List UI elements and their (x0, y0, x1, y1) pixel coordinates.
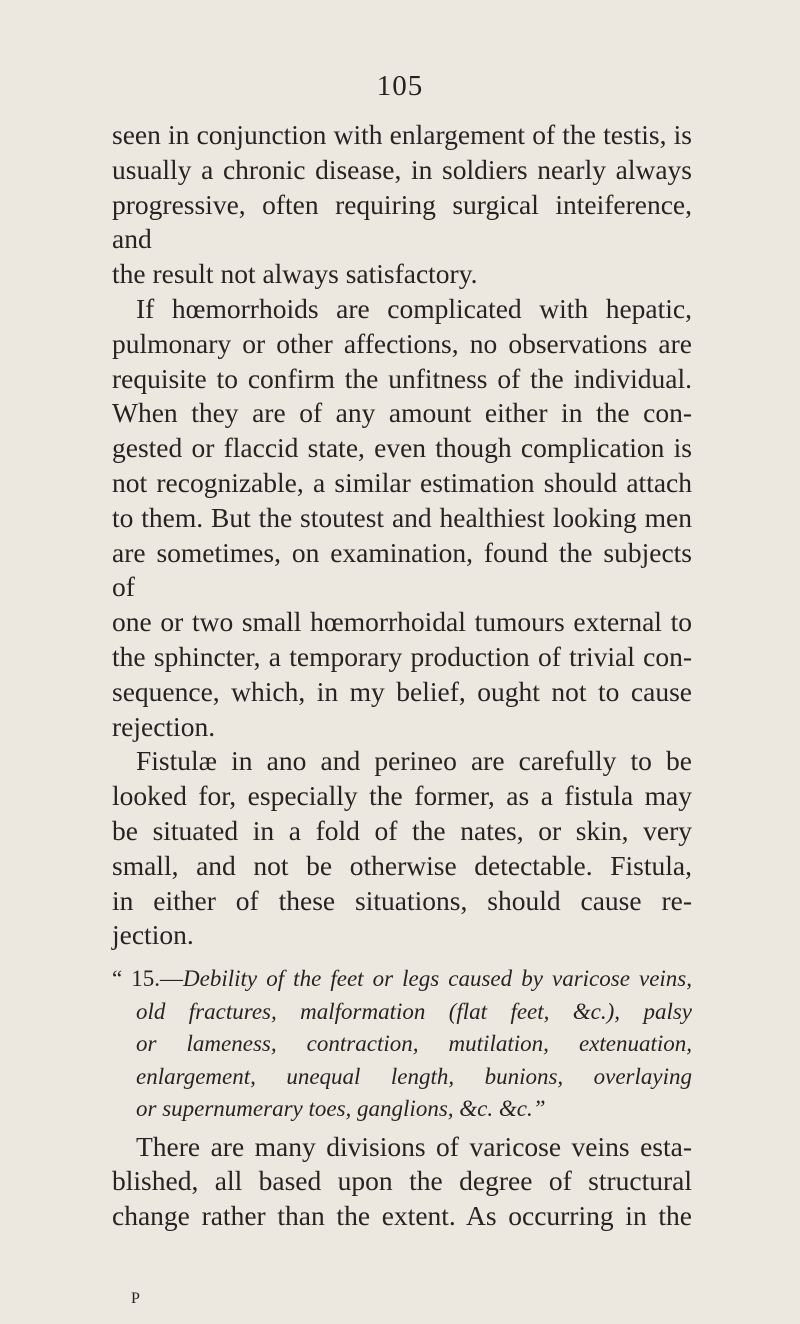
rule-line: old fractures, malformation (flat feet, &c.), palsy (136, 998, 692, 1024)
text-line: the sphincter, a temporary production of trivial con- (112, 640, 692, 672)
text-line: small, and not be otherwise detectable. Fistula, (112, 849, 692, 881)
signature-mark: P (131, 1290, 140, 1307)
quoted-rule (112, 963, 692, 1126)
text-line: requisite to confirm the unfitness of the individual. (112, 362, 692, 394)
text-line: be situated in a fold of the nates, or skin, very (112, 814, 692, 846)
paragraph (112, 1130, 692, 1234)
text-line: not recognizable, a similar estimation should attach (112, 466, 692, 498)
text-line: pulmonary or other affections, no observations are (112, 327, 692, 359)
text-line: blished, all based upon the degree of structural (112, 1165, 692, 1197)
text-line: progressive, often requiring surgical inteiference, and (112, 188, 692, 255)
text-line: rejection. (112, 710, 216, 742)
paragraph (112, 744, 692, 953)
text-line: the result not always satisfactory. (112, 258, 478, 290)
paragraph (112, 292, 692, 744)
rule-line: enlargement, unequal length, bunions, overlaying (136, 1063, 692, 1089)
text-line: change rather than the extent. As occurring in the (112, 1200, 692, 1232)
text-line: in either of these situations, should cause re- (112, 884, 692, 916)
body-text (112, 118, 692, 1234)
text-line: When they are of any amount either in the con- (112, 397, 692, 429)
text-line: to them. But the stoutest and healthiest looking men (112, 501, 692, 533)
text-line: There are many divisions of varicose veins esta- (136, 1130, 692, 1162)
text-line: If hœmorrhoids are complicated with hepatic, (136, 292, 692, 324)
rule-open-quote: “ (112, 966, 132, 992)
text-line: seen in conjunction with enlargement of the testis, is (112, 119, 692, 150)
text-line: Fistulæ in ano and perineo are carefully to be (136, 745, 692, 777)
text-line: looked for, especially the former, as a fistula may (112, 780, 692, 812)
text-line: jection. (112, 919, 194, 951)
rule-line (112, 963, 692, 996)
rule-line: or supernumerary toes, ganglions, &c. &c.” (136, 1096, 546, 1122)
rule-text: Debility of the feet or legs caused by varicose veins, (183, 966, 692, 992)
rule-line: or lameness, contraction, mutilation, extenuation, (136, 1031, 692, 1057)
paragraph (112, 118, 692, 292)
rule-number: 15.— (131, 966, 184, 992)
page-number: 105 (376, 70, 424, 102)
text-line: sequence, which, in my belief, ought not to cause (112, 675, 692, 707)
text-line: are sometimes, on examination, found the subjects of (112, 536, 692, 603)
text-line: usually a chronic disease, in soldiers nearly always (112, 153, 692, 185)
text-line: gested or flaccid state, even though complication is (112, 432, 692, 464)
text-line: one or two small hœmorrhoidal tumours external to (112, 606, 692, 638)
